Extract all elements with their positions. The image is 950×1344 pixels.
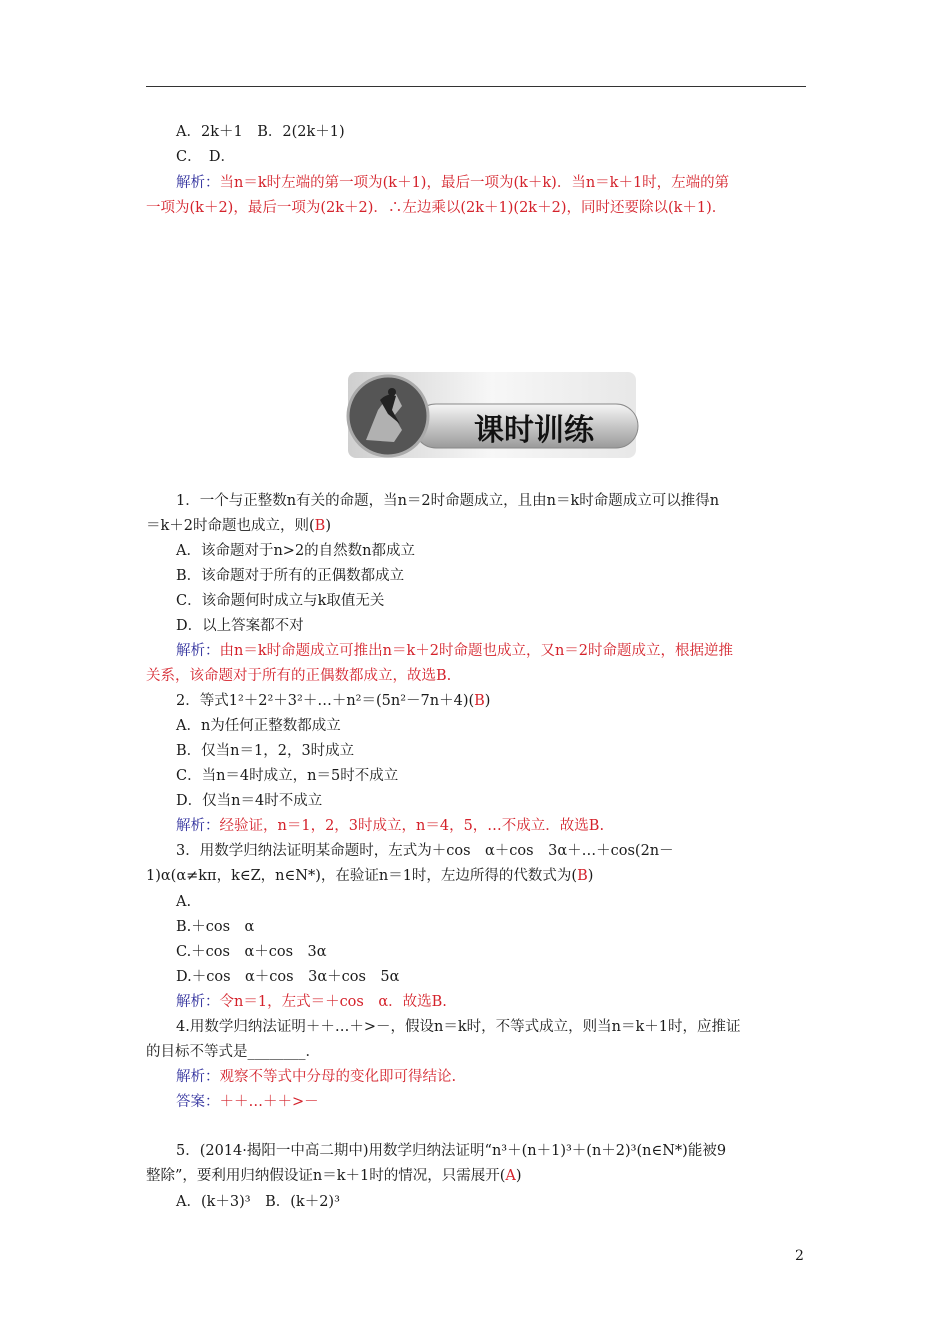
q4-stem-line2: 的目标不等式是________． xyxy=(146,1044,320,1060)
daan-text: ＋＋…＋＋>－ xyxy=(219,1094,319,1110)
top-jiexi-line2: 一项为(k＋2)，最后一项为(2k＋2)．∴左边乘以(2k＋1)(2k＋2)，同时还要除以(k＋1)． xyxy=(146,200,727,216)
header-rule xyxy=(146,86,806,87)
jiexi-label: 解析： xyxy=(176,994,220,1010)
jiexi-text: 令n＝1，左式＝＋cos α．故选B. xyxy=(219,994,447,1010)
q1-option-a: A．该命题对于n>2的自然数n都成立 xyxy=(176,543,416,559)
q4-stem-line1: 4.用数学归纳法证明＋＋…＋>－，假设n＝k时，不等式成立，则当n＝k＋1时，应推证 xyxy=(176,1019,741,1035)
q1-option-b: B．该命题对于所有的正偶数都成立 xyxy=(176,568,405,584)
q5-answer: A xyxy=(505,1168,516,1184)
q2-stem xyxy=(176,691,810,711)
jiexi-text: 当n＝k时左端的第一项为(k＋1)，最后一项为(k＋k)．当n＝k＋1时，左端的第 xyxy=(219,175,730,191)
q2-option-b: B．仅当n＝1，2，3时成立 xyxy=(176,743,355,759)
daan-label: 答案： xyxy=(176,1094,220,1110)
q2-stem-text: 2．等式1²＋2²＋3²＋…＋n²＝(5n²－7n＋4)( xyxy=(176,693,475,709)
jiexi-label: 解析： xyxy=(176,1069,220,1085)
lesson-banner xyxy=(344,370,640,460)
jiexi-label: 解析： xyxy=(176,175,220,191)
q3-option-c: C.＋cos α＋cos 3α xyxy=(176,944,327,960)
q2-answer: B xyxy=(474,693,485,709)
q5-options: A．(k＋3)³ B．(k＋2)³ xyxy=(176,1194,340,1210)
page-number: 2 xyxy=(795,1248,804,1264)
q1-jiexi-line1 xyxy=(176,641,810,661)
q5-stem-line1: 5．(2014·揭阳一中高二期中)用数学归纳法证明“n³＋(n＋1)³＋(n＋2)³(n∈N*)能被9 xyxy=(176,1143,727,1159)
top-options-cd: C． D． xyxy=(176,149,235,165)
q1-jiexi-line2: 关系，该命题对于所有的正偶数都成立，故选B. xyxy=(146,668,452,684)
q1-stem-text: ＝k＋2时命题也成立，则( xyxy=(146,518,315,534)
q3-stem-line1: 3．用数学归纳法证明某命题时，左式为＋cos α＋cos 3α＋…＋cos(2n－ xyxy=(176,843,674,859)
q1-answer: B xyxy=(314,518,326,534)
q3-stem-line2 xyxy=(146,866,810,886)
q1-option-c: C．该命题何时成立与k取值无关 xyxy=(176,593,385,609)
jiexi-label: 解析： xyxy=(176,818,220,834)
q3-stem-text: 1)α(α≠kπ，k∈Z，n∈N*)，在验证n＝1时，左边所得的代数式为( xyxy=(146,868,578,884)
jiexi-text: 观察不等式中分母的变化即可得结论. xyxy=(219,1069,457,1085)
q1-stem-line1: 1．一个与正整数n有关的命题，当n＝2时命题成立，且由n＝k时命题成立可以推得n xyxy=(176,493,720,509)
q3-option-b: B.＋cos α xyxy=(176,919,255,935)
q5-close: ) xyxy=(515,1168,522,1184)
jiexi-label: 解析： xyxy=(176,643,220,659)
q3-close: ) xyxy=(587,868,594,884)
banner-title: 课时训练 xyxy=(474,413,594,448)
q3-option-d: D.＋cos α＋cos 3α＋cos 5α xyxy=(176,969,400,985)
q3-answer: B xyxy=(577,868,588,884)
top-jiexi-line1 xyxy=(176,173,810,193)
q5-stem-text: 整除”，要利用归纳假设证n＝k＋1时的情况，只需展开( xyxy=(146,1168,506,1184)
jiexi-text: 由n＝k时命题成立可推出n＝k＋2时命题也成立，又n＝2时命题成立，根据逆推 xyxy=(219,643,734,659)
q1-close: ) xyxy=(325,518,331,534)
q1-option-d: D．以上答案都不对 xyxy=(176,618,304,634)
top-options-ab: A．2k＋1 B．2(2k＋1) xyxy=(176,124,345,140)
q2-close: ) xyxy=(484,693,491,709)
q1-stem-line2 xyxy=(146,516,810,536)
q4-jiexi xyxy=(176,1067,810,1087)
q3-option-a: A. xyxy=(176,894,192,910)
q2-option-d: D．仅当n＝4时不成立 xyxy=(176,793,323,809)
q3-jiexi xyxy=(176,992,810,1012)
q4-answer xyxy=(176,1092,810,1112)
q2-option-a: A．n为任何正整数都成立 xyxy=(176,718,341,734)
q5-stem-line2 xyxy=(146,1166,810,1186)
jiexi-text: 经验证，n＝1，2，3时成立，n＝4，5，…不成立．故选B. xyxy=(219,818,605,834)
q2-option-c: C．当n＝4时成立，n＝5时不成立 xyxy=(176,768,399,784)
q2-jiexi xyxy=(176,816,810,836)
